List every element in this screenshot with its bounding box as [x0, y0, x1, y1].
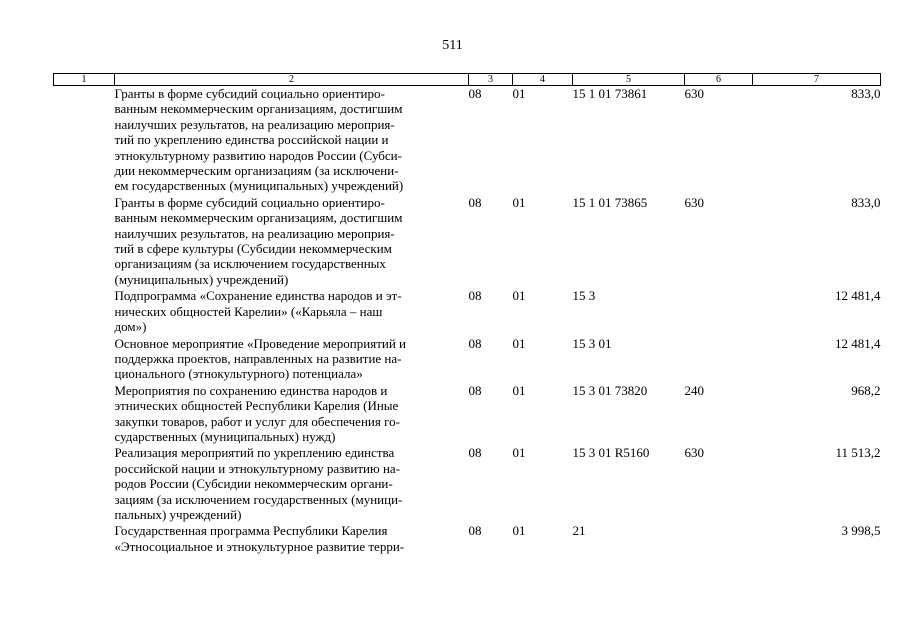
section-code: 08	[468, 86, 482, 101]
section-code: 08	[468, 523, 482, 539]
empty-cell	[54, 335, 115, 382]
row-name	[115, 382, 469, 445]
section-code: 08	[468, 445, 482, 461]
expense-type-code: 240	[684, 382, 704, 398]
name-line: этнокультурному развитию народов России (Субси-	[114, 147, 402, 163]
name-line: нических общностей Карелии» («Карьяла – наш	[114, 303, 383, 319]
amount: 12 481,4	[835, 335, 881, 351]
expense-type-code	[685, 335, 753, 382]
name-line: Основное мероприятие «Проведение мероприятий и	[114, 335, 406, 351]
header-row	[54, 74, 881, 86]
target-article-code: 15 1 01 73861	[572, 86, 648, 101]
budget-table	[53, 73, 881, 554]
name-line: тий по укреплению единства российской нации и	[114, 132, 389, 148]
row-name	[115, 335, 469, 382]
header-col-1: 1	[54, 74, 115, 86]
expense-type-code: 630	[684, 194, 704, 210]
table-header	[54, 74, 881, 86]
header-col-4: 4	[513, 74, 573, 86]
row-name	[115, 444, 469, 522]
row-name	[115, 287, 469, 334]
name-line: тий в сфере культуры (Субсидии некоммерческим	[114, 241, 392, 257]
name-line: ванным некоммерческим организациям, достигшим	[114, 101, 403, 117]
name-line: Государственная программа Республики Карелия	[114, 523, 388, 539]
expense-type-code: 630	[684, 445, 704, 461]
subsection-code: 01	[512, 382, 526, 398]
section-code: 08	[468, 335, 482, 351]
name-line: (муниципальных) учреждений)	[114, 271, 289, 287]
header-col-6: 6	[685, 74, 753, 86]
header-col-5: 5	[573, 74, 685, 86]
name-line: этнических общностей Республики Карелия (Иные	[114, 398, 399, 414]
table-row	[54, 86, 881, 194]
amount: 12 481,4	[835, 288, 881, 304]
name-line: ванным некоммерческим организациям, достигшим	[114, 210, 403, 226]
amount: 833,0	[851, 86, 881, 101]
name-line: наилучших результатов, на реализацию мероприя-	[114, 116, 395, 132]
row-name	[115, 86, 469, 194]
subsection-code: 01	[512, 335, 526, 351]
row-name	[115, 522, 469, 554]
table-row	[54, 335, 881, 382]
table-body	[54, 86, 881, 555]
amount: 11 513,2	[835, 445, 881, 461]
name-line: Подпрограмма «Сохранение единства народов и эт-	[114, 288, 402, 304]
amount: 3 998,5	[841, 523, 881, 539]
name-line: российской нации и этнокультурному развитию на-	[114, 460, 401, 476]
expense-type-code	[685, 522, 753, 554]
subsection-code: 01	[512, 288, 526, 304]
name-line: Мероприятия по сохранению единства народов и	[114, 382, 388, 398]
empty-cell	[54, 287, 115, 334]
expense-type-code: 630	[684, 86, 704, 101]
target-article-code: 21	[572, 523, 586, 539]
name-line: пальных) учреждений)	[114, 506, 242, 522]
name-line: наилучших результатов, на реализацию мероприя-	[114, 225, 395, 241]
section-code: 08	[468, 288, 482, 304]
empty-cell	[54, 194, 115, 287]
table-row	[54, 194, 881, 287]
name-line: родов России (Субсидии некоммерческим органи-	[114, 476, 393, 492]
name-line: Реализация мероприятий по укреплению единства	[114, 445, 395, 461]
empty-cell	[54, 382, 115, 445]
name-line: организациям (за исключением государственных	[114, 256, 386, 272]
subsection-code: 01	[512, 523, 526, 539]
target-article-code: 15 1 01 73865	[572, 194, 648, 210]
name-line: ционального (этнокультурного) потенциала»	[114, 366, 363, 382]
name-line: поддержка проектов, направленных на развитие на-	[114, 350, 402, 366]
name-line: зациям (за исключением государственных (муници-	[114, 491, 403, 507]
header-col-2: 2	[115, 74, 469, 86]
name-line: Гранты в форме субсидий социально ориентиро-	[114, 194, 385, 210]
target-article-code: 15 3	[572, 288, 596, 304]
target-article-code: 15 3 01	[572, 335, 612, 351]
name-line: ем государственных (муниципальных) учреждений)	[114, 178, 404, 194]
empty-cell	[54, 444, 115, 522]
name-line: сударственных (муниципальных) нужд)	[114, 428, 336, 444]
name-line: закупки товаров, работ и услуг для обеспечения го-	[114, 413, 400, 429]
header-col-3: 3	[469, 74, 513, 86]
table-row	[54, 287, 881, 334]
empty-cell	[54, 522, 115, 554]
subsection-code: 01	[512, 445, 526, 461]
table-row	[54, 522, 881, 554]
name-line: «Этносоциальное и этнокультурное развитие терри-	[114, 538, 405, 554]
empty-cell	[54, 86, 115, 194]
amount: 968,2	[851, 382, 881, 398]
name-line: Гранты в форме субсидий социально ориентиро-	[114, 86, 385, 101]
target-article-code: 15 3 01 R5160	[572, 445, 650, 461]
header-col-7: 7	[753, 74, 881, 86]
subsection-code: 01	[512, 86, 526, 101]
section-code: 08	[468, 194, 482, 210]
expense-type-code	[685, 287, 753, 334]
section-code: 08	[468, 382, 482, 398]
amount: 833,0	[851, 194, 881, 210]
table-row	[54, 444, 881, 522]
target-article-code: 15 3 01 73820	[572, 382, 648, 398]
name-line: дом»)	[114, 319, 147, 335]
name-line: дии некоммерческим организациям (за исключени-	[114, 163, 399, 179]
subsection-code: 01	[512, 194, 526, 210]
table-row	[54, 382, 881, 445]
page-number: 511	[442, 38, 463, 53]
row-name	[115, 194, 469, 287]
